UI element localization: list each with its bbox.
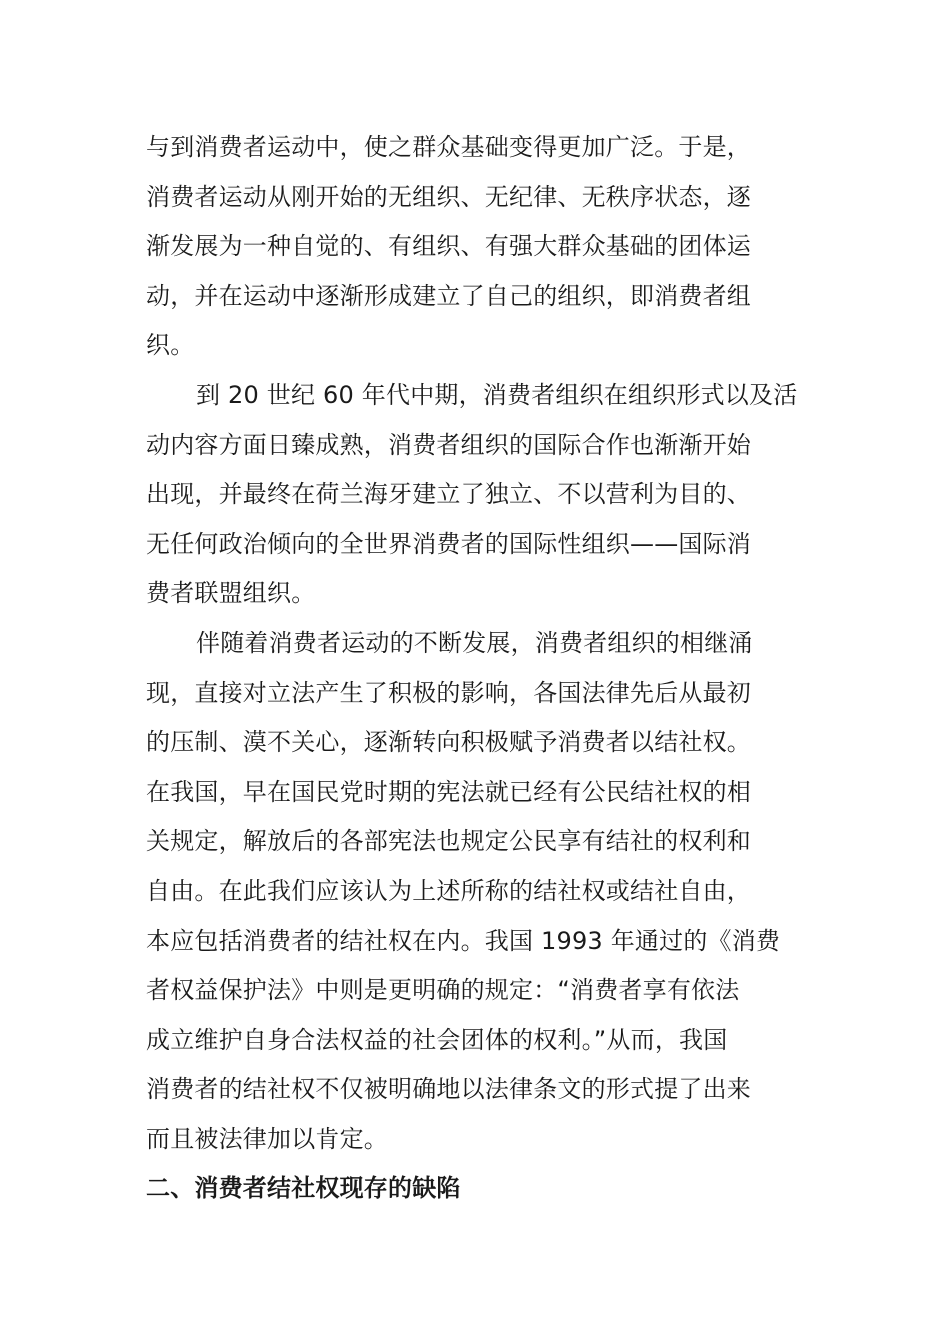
text-line: 渐发展为一种自觉的、有组织、有强大群众基础的团体运 [146,232,751,261]
text-line: 费者联盟组织。 [146,579,316,608]
text-line: 动，并在运动中逐渐形成建立了自己的组织，即消费者组 [146,281,751,310]
text-line: 消费者运动从刚开始的无组织、无纪律、无秩序状态，逐 [146,182,751,211]
text-line: 的压制、漠不关心，逐渐转向积极赋予消费者以结社权。 [146,728,751,757]
text-line: 关规定，解放后的各部宪法也规定公民享有结社的权利和 [146,827,751,856]
paragraph-3 [146,619,810,1165]
text-line: 织。 [146,331,195,360]
text-line: 而且被法律加以肯定。 [146,1124,388,1153]
section-heading: 二、消费者结社权现存的缺陷 [146,1174,461,1203]
text-line: 与到消费者运动中，使之群众基础变得更加广泛。于是， [146,133,751,161]
text-line: 到 20 世纪 60 年代中期，消费者组织在组织形式以及活 [196,380,798,409]
text-line: 伴随着消费者运动的不断发展，消费者组织的相继涌 [196,628,753,657]
text-line: 本应包括消费者的结社权在内。我国 1993 年通过的《消费 [146,926,781,955]
text-line: 成立维护自身合法权益的社会团体的权利。”从而，我国 [146,1025,728,1054]
paragraph-1 [146,123,810,371]
text-line: 动内容方面日臻成熟，消费者组织的国际合作也渐渐开始 [146,430,751,459]
paragraph-2 [146,371,810,619]
text-line: 者权益保护法》中则是更明确的规定：“消费者享有依法 [146,976,740,1005]
text-line: 自由。在此我们应该认为上述所称的结社权或结社自由， [146,876,751,905]
document-page [146,123,810,1214]
text-line: 现，直接对立法产生了积极的影响，各国法律先后从最初 [146,678,751,707]
text-line: 在我国，早在国民党时期的宪法就已经有公民结社权的相 [146,777,751,806]
text-line: 消费者的结社权不仅被明确地以法律条文的形式提了出来 [146,1075,751,1104]
text-line: 无任何政治倾向的全世界消费者的国际性组织——国际消 [146,529,751,558]
text-line: 出现，并最终在荷兰海牙建立了独立、不以营利为目的、 [146,480,751,509]
